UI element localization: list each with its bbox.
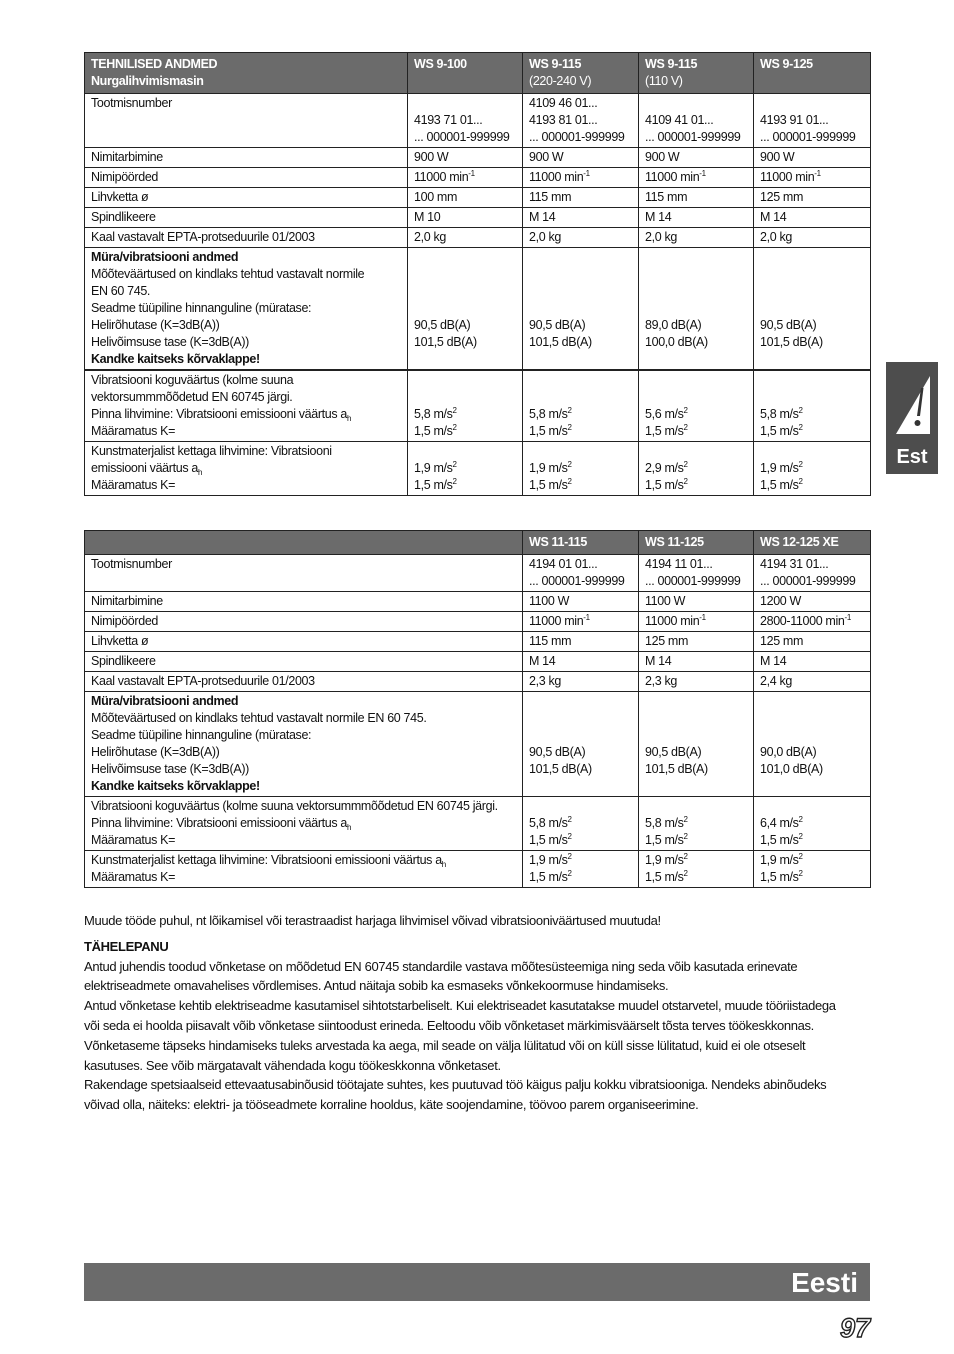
emission-label: Pinna lihvimine: Vibratsiooni emissiooni väärtus $a_h$ — [91, 407, 352, 423]
spindle-thread-row — [85, 652, 871, 672]
vibration-values: 1,9 $m/s^2$ 1,5 $m/s^2$ — [754, 851, 871, 888]
noise-heading: Müra/vibratsiooni andmed — [91, 250, 239, 264]
vibration-values: 1,9 $m/s^2$ 1,5 $m/s^2$ — [523, 442, 639, 496]
product-number-cell — [408, 94, 523, 148]
value-cell: 2,3 kg — [523, 672, 639, 692]
sound-pressure: 90,0 dB(A) — [760, 745, 817, 759]
warning-exclamation-icon — [890, 370, 934, 436]
row-label: Nimitarbimine — [85, 592, 523, 612]
value-cell: 900 W — [408, 148, 523, 168]
product-number: 4109 46 01... — [529, 96, 598, 110]
value-cell: 125 mm — [754, 632, 871, 652]
ear-protection-warning: Kandke kaitseks kõrvaklappe! — [91, 352, 260, 366]
value-cell: 115 mm — [523, 188, 639, 208]
noise-values — [523, 248, 639, 371]
noise-text: Helivõimsuse tase (K=3dB(A)) — [91, 762, 249, 776]
value-cell: 125 mm — [639, 632, 754, 652]
model-name: WS 9-115 — [645, 57, 698, 71]
disc-diameter-row — [85, 632, 871, 652]
noise-text: Helirõhutase (K=3dB(A)) — [91, 745, 220, 759]
product-number: 4194 01 01... — [529, 557, 598, 571]
emission-label: Kunstmaterjalist kettaga lihvimine: Vibratsiooni emissiooni väärtus $a_h$ — [91, 853, 446, 869]
value-cell: M 10 — [408, 208, 523, 228]
row-label: Lihvketta ø — [85, 188, 408, 208]
vibration-values: 5,8 $m/s^2$ 1,5 $m/s^2$ — [408, 370, 523, 442]
value-cell: 2,4 kg — [754, 672, 871, 692]
sound-power: 101,0 dB(A) — [760, 762, 823, 776]
sound-power: 101,5 dB(A) — [529, 762, 592, 776]
serial-range: ... 000001-999999 — [529, 130, 625, 144]
uncertainty-label: Määramatus K= — [91, 833, 176, 847]
row-label: Kaal vastavalt EPTA-protseduurile 01/2003 — [85, 228, 408, 248]
value-cell: 1100 W — [639, 592, 754, 612]
vibration-values: 2,9 $m/s^2$ 1,5 $m/s^2$ — [639, 442, 754, 496]
vibration-text: Vibratsiooni koguväärtus (kolme suuna vektorsummmõõdetud EN 60745 järgi. — [91, 799, 498, 813]
value-cell: M 14 — [754, 652, 871, 672]
table-title-cell — [85, 53, 408, 94]
value-cell: 11000 $\min^{-1}$ — [754, 168, 871, 188]
serial-range: ... 000001-999999 — [529, 574, 625, 588]
spindle-thread-row — [85, 208, 871, 228]
vibration-text: vektorsummmõõdetud EN 60745 järgi. — [91, 390, 293, 404]
row-label: Tootmisnumber — [85, 94, 408, 148]
rated-speed-row — [85, 168, 871, 188]
noise-description — [85, 248, 408, 371]
sound-pressure: 90,5 dB(A) — [645, 745, 702, 759]
product-number-cell — [639, 94, 754, 148]
attention-heading: TÄHELEPANU — [84, 938, 169, 954]
note-line: Võnketaseme täpseks hindamiseks tuleks arvestada ka aega, mil seade on välja lülitatud või on küll sisse lülitatud, kuid ei ole otseselt — [84, 1037, 806, 1053]
noise-values — [754, 692, 871, 797]
ear-protection-warning: Kandke kaitseks kõrvaklappe! — [91, 779, 260, 793]
vibration-values: 5,8 $m/s^2$ 1,5 $m/s^2$ — [523, 370, 639, 442]
model-name: WS 9-125 — [760, 57, 813, 71]
model-header — [523, 53, 639, 94]
model-header — [408, 53, 523, 94]
sound-power: 101,5 dB(A) — [760, 335, 823, 349]
sound-pressure: 90,5 dB(A) — [529, 745, 586, 759]
table-header-row — [85, 531, 871, 555]
note-line: Antud võnketase kehtib elektriseadme kasutamisel sihtotstarbeliselt. Kui elektriseadet kasutatakse muudel otstarvetel, muude tööriistadega — [84, 998, 836, 1014]
serial-range: ... 000001-999999 — [645, 574, 741, 588]
vibration-plastic-row — [85, 851, 871, 888]
vibration-values: 5,8 $m/s^2$ 1,5 $m/s^2$ — [639, 797, 754, 851]
vibration-values: 1,9 $m/s^2$ 1,5 $m/s^2$ — [408, 442, 523, 496]
value-cell: M 14 — [639, 652, 754, 672]
vibration-values: 1,9 $m/s^2$ 1,5 $m/s^2$ — [639, 851, 754, 888]
note-line: Rakendage spetsiaalseid ettevaatusabinõusid töötajate suhtes, kes puutuvad töö käigus palju kokku vibratsiooniga. Nendeks abinõudeks — [84, 1077, 827, 1093]
value-cell: 2,0 kg — [639, 228, 754, 248]
footer-bar — [84, 1263, 870, 1301]
vibration-surface-row — [85, 797, 871, 851]
product-number-row — [85, 94, 871, 148]
language-side-tab — [886, 362, 938, 474]
serial-range: ... 000001-999999 — [645, 130, 741, 144]
value-cell: 1100 W — [523, 592, 639, 612]
vibration-values: 5,8 $m/s^2$ 1,5 $m/s^2$ — [523, 797, 639, 851]
vibration-change-note: Muude tööde puhul, nt lõikamisel või terastraadist harjaga lihvimisel võivad vibratsiooniväärtused muutuda! — [84, 913, 661, 928]
vibration-description — [85, 370, 408, 442]
product-number-cell — [523, 555, 639, 592]
value-cell: 2,0 kg — [523, 228, 639, 248]
vibration-text: Kunstmaterjalist kettaga lihvimine: Vibratsiooni — [91, 444, 332, 458]
value-cell: 900 W — [523, 148, 639, 168]
value-cell: M 14 — [754, 208, 871, 228]
noise-values — [523, 692, 639, 797]
sound-power: 100,0 dB(A) — [645, 335, 708, 349]
value-cell: 115 mm — [523, 632, 639, 652]
language-name: Eesti — [791, 1267, 858, 1298]
noise-text: Mõõteväärtused on kindlaks tehtud vastavalt normile EN 60 745. — [91, 711, 427, 725]
emission-label: emissiooni väärtus $a_h$ — [91, 461, 203, 477]
note-line: või seda ei hoolda piisavalt võib võnketase siintoodust erineda. Eeltoodu võib võnketaset märkimisväärselt tõsta terves töökeskkonnas. — [84, 1017, 814, 1033]
model-name: WS 9-100 — [414, 57, 467, 71]
product-number-cell — [754, 555, 871, 592]
noise-values — [639, 692, 754, 797]
value-cell: 2,3 kg — [639, 672, 754, 692]
noise-values — [754, 248, 871, 371]
vibration-values: 1,9 $m/s^2$ 1,5 $m/s^2$ — [754, 442, 871, 496]
noise-row — [85, 692, 871, 797]
table-header-row — [85, 53, 871, 94]
value-cell: 1200 W — [754, 592, 871, 612]
emission-label: Pinna lihvimine: Vibratsiooni emissiooni väärtus $a_h$ — [91, 816, 352, 832]
vibration-description — [85, 797, 523, 851]
note-line: Antud juhendis toodud võnketase on mõõdetud EN 60745 standardile vastava mõõtesüsteemiga ning seda võib kasutada erinevate — [84, 958, 798, 974]
product-number: 4109 41 01... — [645, 113, 714, 127]
weight-row — [85, 228, 871, 248]
value-cell: M 14 — [523, 208, 639, 228]
value-cell: 2800-11000 $\min^{-1}$ — [754, 612, 871, 632]
serial-range: ... 000001-999999 — [760, 574, 856, 588]
note-line: võivad olla, näiteks: elektri- ja tööseadmete korraline hooldus, käte soojendamine, töövoo parem organiseerimine. — [84, 1097, 699, 1113]
vibration-surface-row — [85, 370, 871, 442]
model-note: (110 V) — [645, 74, 683, 88]
value-cell: 11000 $\min^{-1}$ — [523, 168, 639, 188]
noise-text: Seadme tüüpiline hinnanguline (müratase: — [91, 301, 312, 315]
vibration-description — [85, 851, 523, 888]
value-cell: 900 W — [639, 148, 754, 168]
value-cell: 115 mm — [639, 188, 754, 208]
noise-description — [85, 692, 523, 797]
table-subtitle: Nurgalihvimismasin — [91, 74, 204, 88]
noise-text: Helivõimsuse tase (K=3dB(A)) — [91, 335, 249, 349]
model-header — [639, 53, 754, 94]
sound-pressure: 89,0 dB(A) — [645, 318, 702, 332]
vibration-text: Vibratsiooni koguväärtus (kolme suuna — [91, 373, 294, 387]
model-name: WS 9-115 — [529, 57, 582, 71]
value-cell: 11000 $\min^{-1}$ — [639, 168, 754, 188]
product-number: 4193 71 01... — [414, 113, 483, 127]
note-line: kasutuses. See võib märgatavalt vähendada kogu töökeskkonna võnketaset. — [84, 1057, 501, 1073]
vibration-values: 6,4 $m/s^2$ 1,5 $m/s^2$ — [754, 797, 871, 851]
vibration-plastic-row — [85, 442, 871, 496]
table-title-cell — [85, 531, 523, 555]
value-cell: 900 W — [754, 148, 871, 168]
noise-text: Mõõteväärtused on kindlaks tehtud vastavalt normile — [91, 267, 365, 281]
model-header: WS 12-125 XE — [754, 531, 871, 555]
noise-values — [408, 248, 523, 371]
row-label: Nimipöörded — [85, 612, 523, 632]
sound-pressure: 90,5 dB(A) — [760, 318, 817, 332]
product-number-cell — [523, 94, 639, 148]
row-label: Nimitarbimine — [85, 148, 408, 168]
uncertainty-label: Määramatus K= — [91, 870, 176, 884]
page-number: 97 — [839, 1313, 870, 1343]
product-number: 4194 11 01... — [645, 557, 713, 571]
value-cell: 100 mm — [408, 188, 523, 208]
language-tab-label: Est — [896, 446, 928, 468]
product-number-cell — [754, 94, 871, 148]
value-cell: 11000 $\min^{-1}$ — [408, 168, 523, 188]
row-label: Kaal vastavalt EPTA-protseduurile 01/2003 — [85, 672, 523, 692]
value-cell: 2,0 kg — [754, 228, 871, 248]
noise-text: Helirõhutase (K=3dB(A)) — [91, 318, 220, 332]
table-title: TEHNILISED ANDMED — [91, 57, 218, 71]
sound-pressure: 90,5 dB(A) — [414, 318, 471, 332]
noise-text: EN 60 745. — [91, 284, 151, 298]
vibration-values: 1,9 $m/s^2$ 1,5 $m/s^2$ — [523, 851, 639, 888]
row-label: Spindlikeere — [85, 652, 523, 672]
product-number: 4193 81 01... — [529, 113, 598, 127]
rated-input-row — [85, 148, 871, 168]
serial-range: ... 000001-999999 — [760, 130, 856, 144]
sound-power: 101,5 dB(A) — [414, 335, 477, 349]
value-cell: M 14 — [639, 208, 754, 228]
weight-row — [85, 672, 871, 692]
row-label: Tootmisnumber — [85, 555, 523, 592]
note-line: elektriseadmete omavahelises võrdlemises. Antud näitaja sobib ka esmaseks võnkekoormuse hindamiseks. — [84, 978, 669, 994]
value-cell: 2,0 kg — [408, 228, 523, 248]
product-number-row — [85, 555, 871, 592]
value-cell: 125 mm — [754, 188, 871, 208]
noise-row — [85, 248, 871, 371]
value-cell: 11000 $\min^{-1}$ — [639, 612, 754, 632]
serial-range: ... 000001-999999 — [414, 130, 510, 144]
row-label: Lihvketta ø — [85, 632, 523, 652]
product-number: 4193 91 01... — [760, 113, 829, 127]
uncertainty-label: Määramatus K= — [91, 424, 176, 438]
product-number: 4194 31 01... — [760, 557, 829, 571]
vibration-values: 5,6 $m/s^2$ 1,5 $m/s^2$ — [639, 370, 754, 442]
spec-table-ws11 — [84, 530, 871, 888]
noise-heading: Müra/vibratsiooni andmed — [91, 694, 239, 708]
value-cell: 11000 $\min^{-1}$ — [523, 612, 639, 632]
noise-text: Seadme tüüpiline hinnanguline (müratase: — [91, 728, 312, 742]
model-header: WS 11-125 — [639, 531, 754, 555]
noise-values — [639, 248, 754, 371]
sound-power: 101,5 dB(A) — [645, 762, 708, 776]
rated-speed-row — [85, 612, 871, 632]
sound-pressure: 90,5 dB(A) — [529, 318, 586, 332]
vibration-description — [85, 442, 408, 496]
notes-section — [84, 911, 874, 1115]
uncertainty-label: Määramatus K= — [91, 478, 176, 492]
spec-table-ws9 — [84, 52, 871, 496]
model-note: (220-240 V) — [529, 74, 592, 88]
row-label: Nimipöörded — [85, 168, 408, 188]
vibration-values: 5,8 $m/s^2$ 1,5 $m/s^2$ — [754, 370, 871, 442]
rated-input-row — [85, 592, 871, 612]
product-number-cell — [639, 555, 754, 592]
sound-power: 101,5 dB(A) — [529, 335, 592, 349]
row-label: Spindlikeere — [85, 208, 408, 228]
model-header: WS 11-115 — [523, 531, 639, 555]
value-cell: M 14 — [523, 652, 639, 672]
disc-diameter-row — [85, 188, 871, 208]
model-header — [754, 53, 871, 94]
